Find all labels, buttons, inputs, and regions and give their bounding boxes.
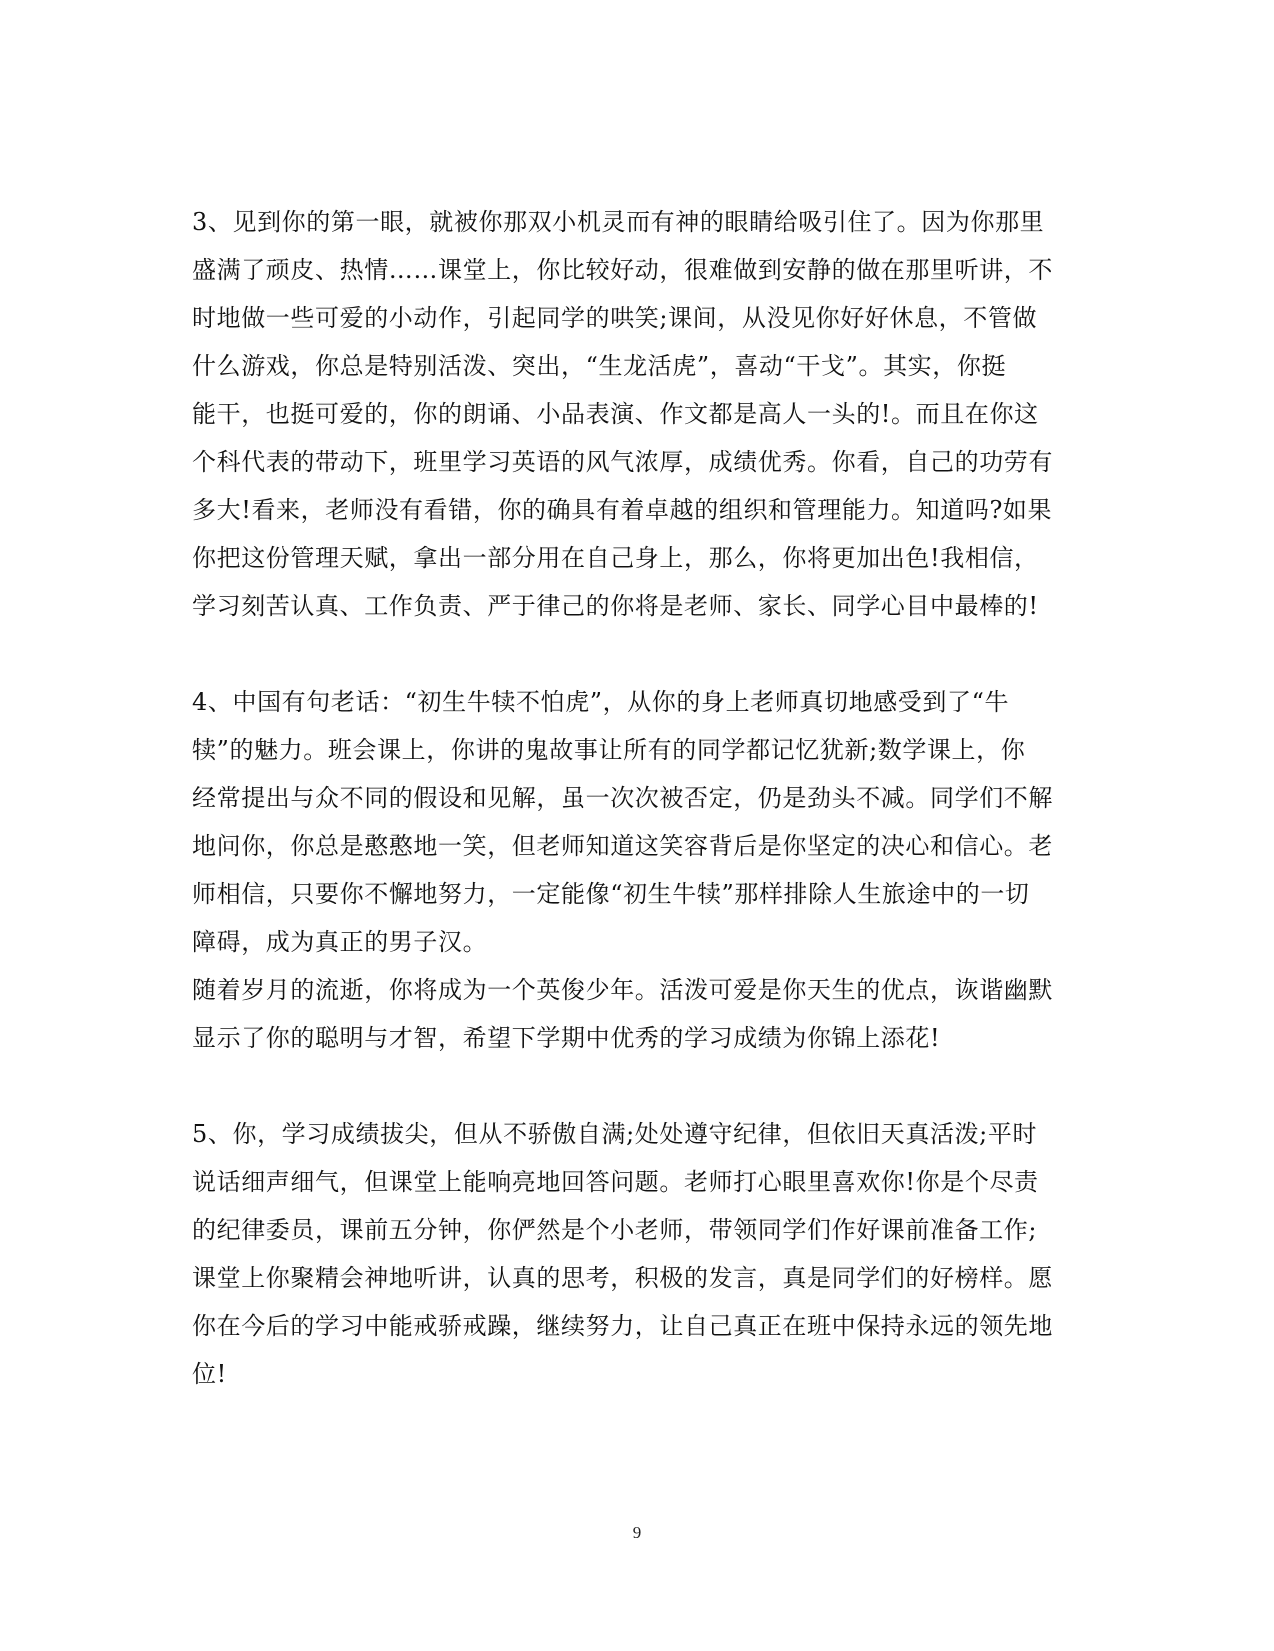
text-line: 个科代表的带动下，班里学习英语的风气浓厚，成绩优秀。你看，自己的功劳有 [192, 448, 1053, 476]
text-line: 的纪律委员，课前五分钟，你俨然是个小老师，带领同学们作好课前准备工作; [192, 1216, 1038, 1244]
text-line: 地问你，你总是憨憨地一笑，但老师知道这笑容背后是你坚定的决心和信心。老 [192, 832, 1053, 860]
text-line: 能干，也挺可爱的，你的朗诵、小品表演、作文都是高人一头的!。而且在你这 [192, 400, 1039, 428]
text-line: 学习刻苦认真、工作负责、严于律己的你将是老师、家长、同学心目中最棒的! [192, 592, 1039, 620]
text-line: 时地做一些可爱的小动作，引起同学的哄笑;课间，从没见你好好休息，不管做 [192, 304, 1038, 332]
paragraph-gap [192, 1062, 1072, 1110]
text-line: 5、你，学习成绩拔尖，但从不骄傲自满;处处遵守纪律，但依旧天真活泼;平时 [192, 1120, 1038, 1148]
paragraph-4 [192, 678, 1072, 1062]
text-line: 师相信，只要你不懈地努力，一定能像“初生牛犊”那样排除人生旅途中的一切 [192, 880, 1030, 908]
paragraph-gap [192, 630, 1072, 678]
text-line: 位! [192, 1360, 227, 1388]
text-line: 说话细声细气，但课堂上能响亮地回答问题。老师打心眼里喜欢你!你是个尽责 [192, 1168, 1039, 1196]
text-line: 经常提出与众不同的假设和见解，虽一次次被否定，仍是劲头不减。同学们不解 [192, 784, 1053, 812]
text-line: 4、中国有句老话：“初生牛犊不怕虎”，从你的身上老师真切地感受到了“牛 [192, 688, 1010, 716]
paragraph-5 [192, 1110, 1072, 1398]
text-line: 盛满了顽皮、热情……课堂上，你比较好动，很难做到安静的做在那里听讲，不 [192, 256, 1053, 284]
text-line: 你在今后的学习中能戒骄戒躁，继续努力，让自己真正在班中保持永远的领先地 [192, 1312, 1053, 1340]
text-line: 3、见到你的第一眼，就被你那双小机灵而有神的眼睛给吸引住了。因为你那里 [192, 208, 1045, 236]
document-body [192, 198, 1072, 1398]
text-line: 什么游戏，你总是特别活泼、突出，“生龙活虎”，喜动“干戈”。其实，你挺 [192, 352, 1007, 380]
text-line: 随着岁月的流逝，你将成为一个英俊少年。活泼可爱是你天生的优点，诙谐幽默 [192, 976, 1053, 1004]
text-line: 课堂上你聚精会神地听讲，认真的思考，积极的发言，真是同学们的好榜样。愿 [192, 1264, 1053, 1292]
text-line: 犊”的魅力。班会课上，你讲的鬼故事让所有的同学都记忆犹新;数学课上，你 [192, 736, 1026, 764]
page-number: 9 [632, 1523, 642, 1542]
text-line: 多大!看来，老师没有看错，你的确具有着卓越的组织和管理能力。知道吗?如果 [192, 496, 1053, 524]
text-line: 障碍，成为真正的男子汉。 [192, 928, 488, 956]
paragraph-3 [192, 198, 1072, 630]
text-line: 你把这份管理天赋，拿出一部分用在自己身上，那么，你将更加出色!我相信， [192, 544, 1039, 572]
text-line: 显示了你的聪明与才智，希望下学期中优秀的学习成绩为你锦上添花! [192, 1024, 941, 1052]
